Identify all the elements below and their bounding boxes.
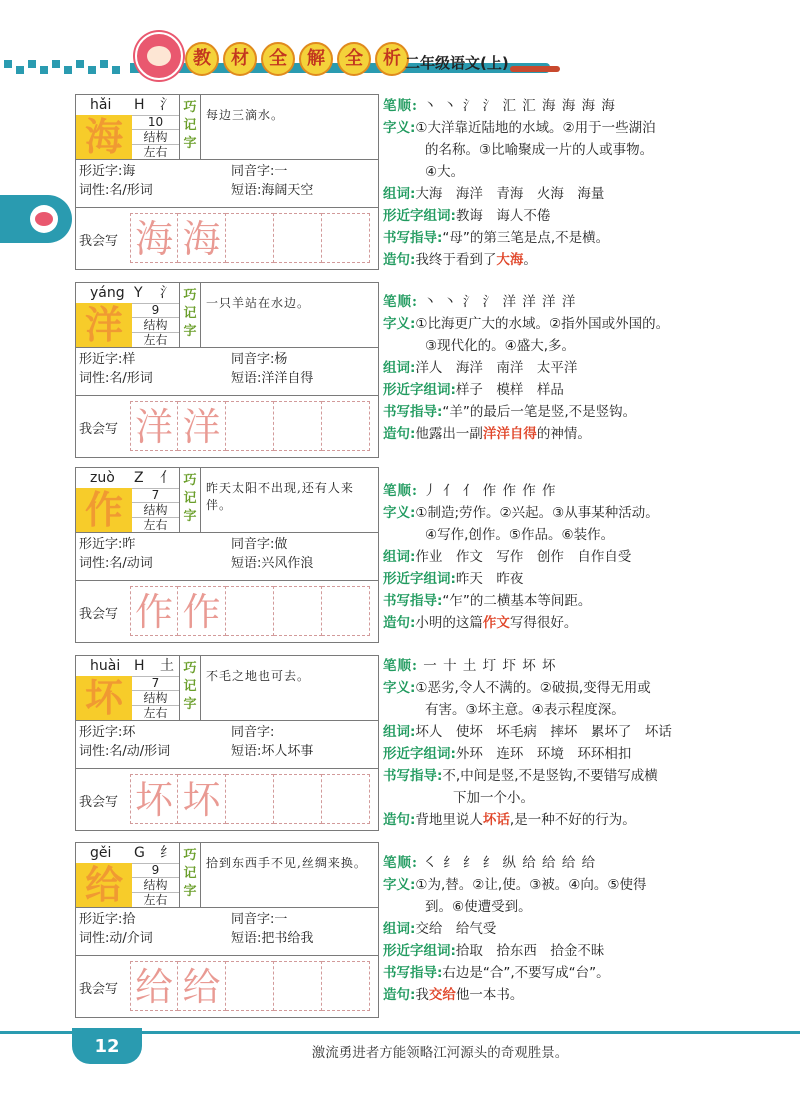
qiao-char: 巧 xyxy=(183,100,197,115)
sentence-end: 。 xyxy=(523,252,537,268)
pinyin-row xyxy=(76,283,179,304)
main-character: 海 xyxy=(76,115,132,159)
practice-grid xyxy=(130,586,375,638)
index-letter: G xyxy=(134,845,145,861)
part-of-speech: 词性:动/介词 xyxy=(79,931,153,946)
index-letter: H xyxy=(134,97,145,113)
character-explanation xyxy=(383,852,713,1006)
pencil-icon xyxy=(510,66,560,72)
practice-cell-sample: 海 xyxy=(178,213,226,263)
meaning-line: ④写作,创作。⑤作品。⑥装作。 xyxy=(425,527,615,543)
practice-cell[interactable] xyxy=(226,401,274,451)
write-label: 我会写 xyxy=(79,982,119,997)
homophone: 同音字:一 xyxy=(231,912,288,927)
practice-cell-sample: 海 xyxy=(130,213,178,263)
pinyin-row xyxy=(76,95,179,116)
sentence-start: 造句:小明的这篇 xyxy=(383,615,483,631)
title-char: 全 xyxy=(261,42,295,76)
pinyin-row xyxy=(76,843,179,864)
writing-practice xyxy=(76,955,378,1018)
phrase: 短语:坏人坏事 xyxy=(231,744,314,759)
part-of-speech: 词性:名/形词 xyxy=(79,371,153,386)
sentence-end: 写得很好。 xyxy=(509,615,578,631)
structure-value: 左右 xyxy=(143,333,168,347)
practice-cell[interactable] xyxy=(322,213,370,263)
main-character: 洋 xyxy=(76,303,132,347)
related-info xyxy=(79,535,375,573)
title-char: 材 xyxy=(223,42,257,76)
similar-char-words: 形近字组词:昨天 昨夜 xyxy=(383,571,524,587)
phrase: 短语:把书给我 xyxy=(231,931,314,946)
char-info xyxy=(132,488,179,532)
word-examples: 组词:坏人 使坏 坏毛病 摔坏 累坏了 坏话 xyxy=(383,724,672,740)
meaning-line: ③现代化的。④盛大,多。 xyxy=(425,338,575,354)
pinyin: huài xyxy=(90,658,121,674)
writing-guide: 书写指导:“乍”的二横基本等间距。 xyxy=(383,593,592,609)
radical: 氵 xyxy=(160,97,174,113)
sentence-highlight: 大海 xyxy=(496,252,524,268)
example-sentence xyxy=(383,984,713,1006)
char-info xyxy=(132,863,179,907)
meaning-line: 字义:①制造;劳作。②兴起。③从事某种活动。 xyxy=(383,505,659,521)
qiao-char: 巧 xyxy=(183,473,197,488)
main-character: 坏 xyxy=(76,676,132,720)
part-of-speech: 词性:名/形词 xyxy=(79,183,153,198)
character-explanation xyxy=(383,480,713,634)
practice-cell[interactable] xyxy=(322,586,370,636)
practice-cell[interactable] xyxy=(226,213,274,263)
pinyin: zuò xyxy=(90,470,115,486)
similar-char: 形近字:诲 xyxy=(79,164,136,179)
char-info xyxy=(132,676,179,720)
example-sentence xyxy=(383,809,713,831)
writing-guide: 书写指导:“母”的第三笔是点,不是横。 xyxy=(383,230,610,246)
example-sentence xyxy=(383,612,713,634)
example-sentence xyxy=(383,249,713,271)
stroke-count: 9 xyxy=(132,863,179,878)
practice-cell[interactable] xyxy=(274,586,322,636)
qiao-char: 字 xyxy=(183,324,197,339)
qiao-char: 字 xyxy=(183,509,197,524)
related-info xyxy=(79,910,375,948)
qiao-char: 记 xyxy=(183,679,197,694)
char-info xyxy=(132,115,179,159)
qiao-char: 巧 xyxy=(183,288,197,303)
practice-cell[interactable] xyxy=(322,774,370,824)
structure-label: 结构 xyxy=(132,130,179,145)
stroke-count: 7 xyxy=(132,676,179,691)
mnemonic-text: 昨天太阳不出现,还有人来伴。 xyxy=(206,481,354,512)
practice-cell[interactable] xyxy=(274,961,322,1011)
title-char: 析 xyxy=(375,42,409,76)
write-label: 我会写 xyxy=(79,607,119,622)
writing-practice xyxy=(76,207,378,270)
homophone: 同音字: xyxy=(231,725,275,740)
practice-grid xyxy=(130,401,375,453)
write-label: 我会写 xyxy=(79,234,119,249)
sentence-start: 造句:我 xyxy=(383,987,429,1003)
phrase: 短语:洋洋自得 xyxy=(231,371,314,386)
radical: 氵 xyxy=(160,285,174,301)
similar-char-words: 形近字组词:教诲 诲人不倦 xyxy=(383,208,551,224)
qiao-char: 字 xyxy=(183,136,197,151)
card-top xyxy=(76,843,378,908)
write-label: 我会写 xyxy=(79,422,119,437)
qiao-char: 记 xyxy=(183,118,197,133)
example-sentence xyxy=(383,423,713,445)
practice-grid xyxy=(130,213,375,265)
practice-cell-sample: 洋 xyxy=(130,401,178,451)
radical: 纟 xyxy=(160,845,174,861)
stroke-order: 笔顺: 丿 亻 亻 作 作 作 作 xyxy=(383,483,557,499)
writing-guide-cont: 下加一个小。 xyxy=(453,790,534,806)
mnemonic-text: 拾到东西手不见,丝绸来换。 xyxy=(206,856,367,870)
structure-value: 左右 xyxy=(143,145,168,159)
girl-mascot-icon xyxy=(135,32,183,80)
sentence-start: 造句:他露出一副 xyxy=(383,426,483,442)
sentence-highlight: 坏话 xyxy=(482,812,510,828)
structure-value: 左右 xyxy=(143,706,168,720)
similar-char: 形近字:昨 xyxy=(79,537,136,552)
character-explanation xyxy=(383,655,713,831)
radical: 土 xyxy=(160,658,174,674)
sentence-highlight: 作文 xyxy=(482,615,510,631)
qiao-char: 巧 xyxy=(183,661,197,676)
similar-char-words: 形近字组词:样子 模样 样品 xyxy=(383,382,564,398)
writing-practice xyxy=(76,768,378,831)
cat-mascot-icon xyxy=(30,205,58,233)
practice-cell[interactable] xyxy=(226,961,274,1011)
qiao-char: 记 xyxy=(183,866,197,881)
stroke-order: 笔顺: 丶 丶 氵 氵 汇 汇 海 海 海 海 xyxy=(383,98,616,114)
character-card xyxy=(75,94,379,270)
pinyin: gěi xyxy=(90,845,112,861)
mnemonic-text: 一只羊站在水边。 xyxy=(206,296,311,310)
card-top xyxy=(76,656,378,721)
main-character: 给 xyxy=(76,863,132,907)
meaning-line: 到。⑥使遭受到。 xyxy=(425,899,532,915)
sentence-highlight: 交给 xyxy=(428,987,456,1003)
writing-guide: 书写指导:“羊”的最后一笔是竖,不是竖钩。 xyxy=(383,404,637,420)
structure-value: 左右 xyxy=(143,518,168,532)
char-info xyxy=(132,303,179,347)
practice-cell[interactable] xyxy=(322,961,370,1011)
stroke-count: 9 xyxy=(132,303,179,318)
sentence-start: 造句:我终于看到了 xyxy=(383,252,497,268)
grade-label: 二年级语文(上) xyxy=(405,54,509,72)
index-letter: H xyxy=(134,658,145,674)
word-examples: 组词:洋人 海洋 南洋 太平洋 xyxy=(383,360,578,376)
practice-cell-sample: 给 xyxy=(178,961,226,1011)
practice-grid xyxy=(130,774,375,826)
pinyin-row xyxy=(76,468,179,489)
card-top xyxy=(76,283,378,348)
word-examples: 组词:作业 作文 写作 创作 自作自受 xyxy=(383,549,632,565)
title-char: 教 xyxy=(185,42,219,76)
character-explanation xyxy=(383,95,713,271)
qiao-char: 记 xyxy=(183,306,197,321)
practice-cell[interactable] xyxy=(274,774,322,824)
related-info xyxy=(79,723,375,761)
mnemonic-text: 不毛之地也可去。 xyxy=(206,669,311,683)
similar-char: 形近字:环 xyxy=(79,725,136,740)
sentence-end: 他一本书。 xyxy=(455,987,524,1003)
qiao-ji-zi-label xyxy=(179,95,201,159)
character-card xyxy=(75,282,379,458)
writing-practice xyxy=(76,580,378,643)
sentence-highlight: 洋洋自得 xyxy=(482,426,537,442)
qiao-char: 字 xyxy=(183,884,197,899)
meaning-line: 字义:①比海更广大的水域。②指外国或外国的。 xyxy=(383,316,670,332)
qiao-ji-zi-label xyxy=(179,656,201,720)
practice-cell-sample: 给 xyxy=(130,961,178,1011)
stroke-order: 笔顺: ㇛ 纟 纟 纟 纵 给 给 给 给 xyxy=(383,855,597,871)
structure-value: 左右 xyxy=(143,893,168,907)
similar-char: 形近字:拾 xyxy=(79,912,136,927)
stroke-order: 笔顺: 丶 丶 氵 氵 洋 洋 洋 洋 xyxy=(383,294,577,310)
qiao-char: 字 xyxy=(183,697,197,712)
structure-label: 结构 xyxy=(132,691,179,706)
structure-label: 结构 xyxy=(132,878,179,893)
similar-char-words: 形近字组词:拾取 拾东西 拾金不昧 xyxy=(383,943,605,959)
qiao-char: 巧 xyxy=(183,848,197,863)
part-of-speech: 词性:名/动/形词 xyxy=(79,744,171,759)
footer-motto: 激流勇进者方能领略江河源头的奇观胜景。 xyxy=(311,1045,569,1061)
practice-cell-sample: 作 xyxy=(130,586,178,636)
sentence-start: 造句:背地里说人 xyxy=(383,812,483,828)
meaning-line: 字义:①大洋靠近陆地的水域。②用于一些湖泊 xyxy=(383,120,656,136)
structure-label: 结构 xyxy=(132,318,179,333)
write-label: 我会写 xyxy=(79,795,119,810)
qiao-char: 记 xyxy=(183,491,197,506)
pinyin: yáng xyxy=(90,285,125,301)
related-info xyxy=(79,162,375,200)
practice-cell[interactable] xyxy=(274,401,322,451)
practice-cell-sample: 坏 xyxy=(130,774,178,824)
phrase: 短语:兴风作浪 xyxy=(231,556,314,571)
card-top xyxy=(76,95,378,160)
sentence-end: 的神情。 xyxy=(536,426,591,442)
sentence-end: ,是一种不好的行为。 xyxy=(509,812,636,828)
writing-guide: 书写指导:右边是“合”,不要写成“台”。 xyxy=(383,965,610,981)
similar-char: 形近字:样 xyxy=(79,352,136,367)
practice-cell[interactable] xyxy=(226,586,274,636)
mnemonic-text: 每边三滴水。 xyxy=(206,108,285,122)
meaning-line: 字义:①恶劣,令人不满的。②破损,变得无用或 xyxy=(383,680,651,696)
homophone: 同音字:一 xyxy=(231,164,288,179)
practice-cell[interactable] xyxy=(322,401,370,451)
card-top xyxy=(76,468,378,533)
pinyin-row xyxy=(76,656,179,677)
practice-cell-sample: 坏 xyxy=(178,774,226,824)
writing-practice xyxy=(76,395,378,458)
radical: 亻 xyxy=(160,470,174,486)
qiao-ji-zi-label xyxy=(179,283,201,347)
practice-cell[interactable] xyxy=(226,774,274,824)
word-examples: 组词:大海 海洋 青海 火海 海量 xyxy=(383,186,605,202)
meaning-line: 的名称。③比喻聚成一片的人或事物。 xyxy=(425,142,654,158)
practice-cell-sample: 洋 xyxy=(178,401,226,451)
homophone: 同音字:做 xyxy=(231,537,288,552)
stroke-count: 10 xyxy=(132,115,179,130)
related-info xyxy=(79,350,375,388)
qiao-ji-zi-label xyxy=(179,468,201,532)
meaning-line: ④大。 xyxy=(425,164,465,180)
title-char: 全 xyxy=(337,42,371,76)
writing-guide: 书写指导:不,中间是竖,不是竖钩,不要错写成横 xyxy=(383,768,658,784)
book-title xyxy=(185,42,409,76)
index-letter: Z xyxy=(134,470,144,486)
similar-char-words: 形近字组词:外环 连环 环境 环环相扣 xyxy=(383,746,632,762)
character-card xyxy=(75,655,379,831)
qiao-ji-zi-label xyxy=(179,843,201,907)
page-number: 12 xyxy=(94,1036,120,1057)
meaning-line: 有害。③坏主意。④表示程度深。 xyxy=(425,702,625,718)
index-letter: Y xyxy=(134,285,143,301)
structure-label: 结构 xyxy=(132,503,179,518)
part-of-speech: 词性:名/动词 xyxy=(79,556,153,571)
main-character: 作 xyxy=(76,488,132,532)
homophone: 同音字:杨 xyxy=(231,352,288,367)
practice-grid xyxy=(130,961,375,1013)
stroke-count: 7 xyxy=(132,488,179,503)
practice-cell-sample: 作 xyxy=(178,586,226,636)
meaning-line: 字义:①为,替。②让,使。③被。④向。⑤使得 xyxy=(383,877,647,893)
word-examples: 组词:交给 给气受 xyxy=(383,921,497,937)
stroke-order: 笔顺: 一 十 土 圢 圷 坏 坏 xyxy=(383,658,557,674)
header-squares-decoration xyxy=(0,60,150,76)
character-card xyxy=(75,467,379,643)
phrase: 短语:海阔天空 xyxy=(231,183,314,198)
title-char: 解 xyxy=(299,42,333,76)
practice-cell[interactable] xyxy=(274,213,322,263)
character-card xyxy=(75,842,379,1018)
character-explanation xyxy=(383,291,713,445)
pinyin: hǎi xyxy=(90,97,112,113)
